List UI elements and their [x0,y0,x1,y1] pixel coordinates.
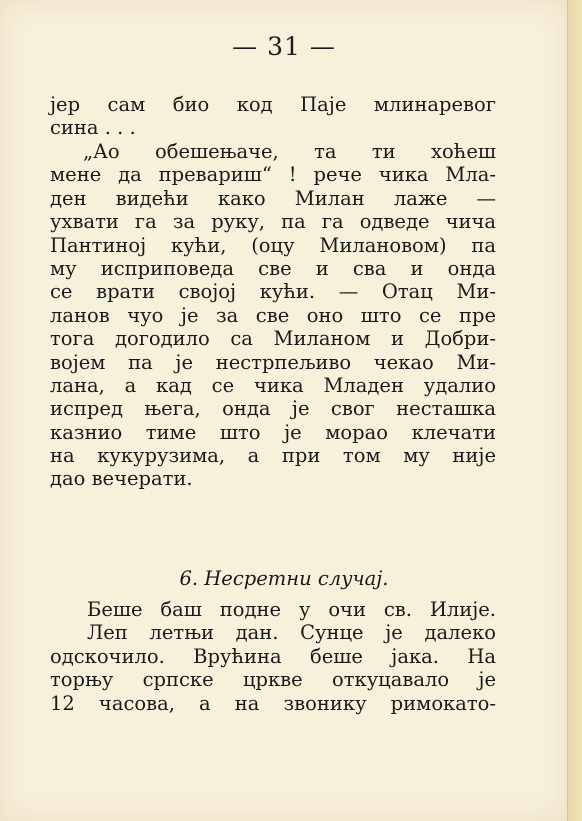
text-line: јер сам био код Паје млинаревог [50,93,496,116]
text-line: на кукурузима, а при том му није [50,444,496,468]
text-line: Леп летњи дан. Сунце је далеко [87,621,496,645]
text-line: сина . . . [50,116,136,140]
text-line: Беше баш подне у очи св. Илије. [87,598,496,621]
text-line: одскочило. Врућина беше јака. На [50,644,496,668]
text-line: се врати својој кући. — Отац Ми- [50,280,496,304]
text-line: торњу српске цркве откуцавало је [50,668,496,692]
text-line: му исприповеда све и сва и онда [50,256,496,280]
text-line: ухвати га за руку, па га одведе чича [50,210,496,234]
text-line: ден видећи како Милан лаже — [50,186,496,210]
text-line: Пантиној кући, (оцу Милановом) па [50,233,496,257]
page-edge [567,0,582,821]
paragraph-3 [50,598,496,715]
section-heading: 6. Несретни случај. [179,567,389,590]
text-line: тога догодило са Миланом и Добри- [50,327,496,351]
text-line: ланов чуо је за све оно што се пре [50,303,496,327]
paragraph-2 [50,140,496,491]
text-line: „Ао обешењаче, та ти хоћеш [83,140,496,163]
text-line: казнио тиме што је морао клечати [50,420,496,444]
text-line: испред њега, онда је свог несташка [50,397,496,421]
text-line: 12 часова, а на звонику римокато- [50,691,496,715]
text-line: лана, а кад се чика Младен удалио [50,373,496,397]
paragraph-1 [50,93,496,140]
text-line: мене да превариш“ ! рече чика Мла- [50,163,496,187]
page-number: — 31 — [232,32,336,61]
text-line: војем па је нестрпељиво чекао Ми- [50,350,496,374]
text-line: дао вечерати. [50,467,193,491]
